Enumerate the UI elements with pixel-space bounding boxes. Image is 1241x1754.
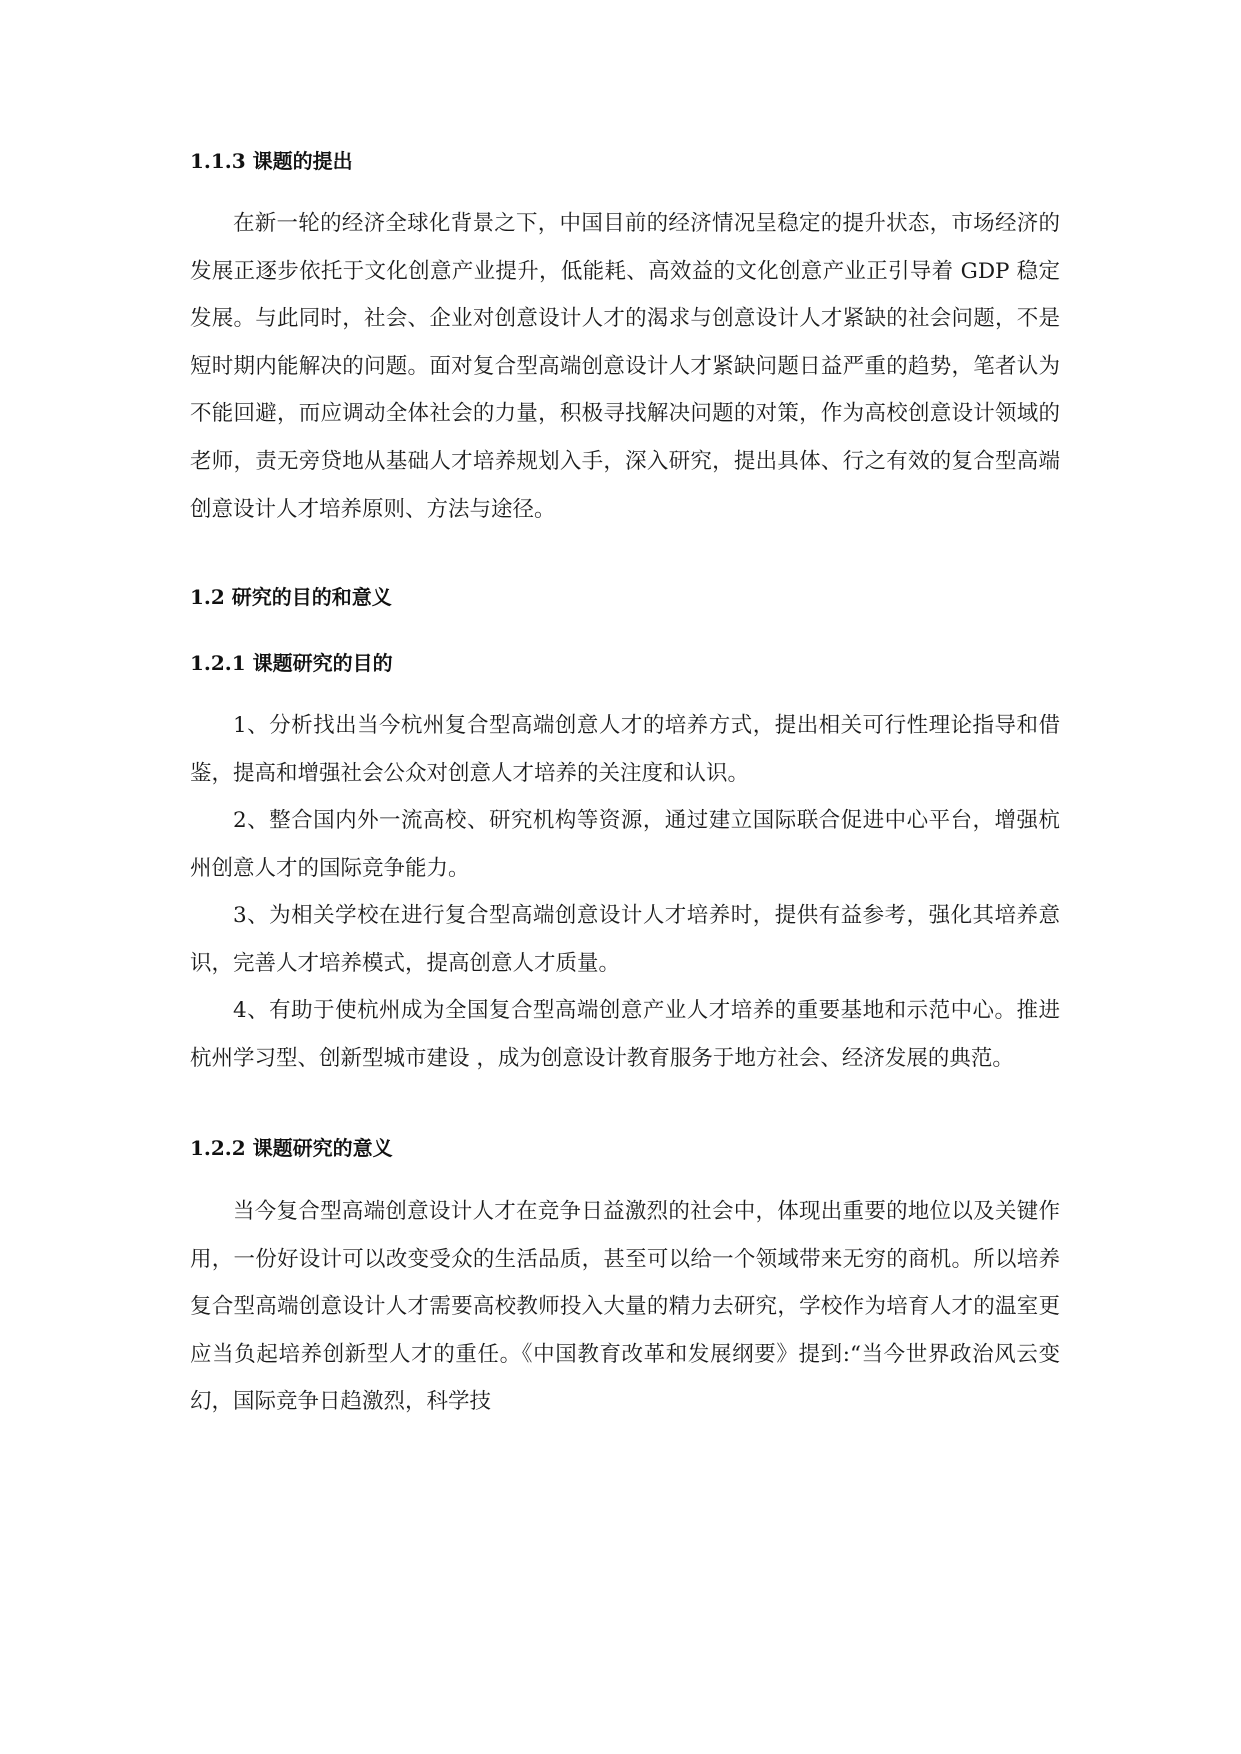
list-item-purpose-3: 3、为相关学校在进行复合型高端创意设计人才培养时，提供有益参考，强化其培养意识，完善人才培养模式，提高创意人才质量。 xyxy=(190,903,1060,976)
paragraph-1-1-3: 在新一轮的经济全球化背景之下，中国目前的经济情况呈稳定的提升状态，市场经济的发展正逐步依托于文化创意产业提升，低能耗、高效益的文化创意产业正引导着 GDP 稳定发展。与此同时，社会、企业对创意设计人才的渴求与创意设计人才紧缺的社会问题，不是短时期内能解决的问题。面对复合型高端创意设计人才紧缺问题日益严重的趋势，笔者认为不能回避，而应调动全体社会的力量，积极寻找解决问题的对策，作为高校创意设计领域的老师，责无旁贷地从基础人才培养规划入手，深入研究，提出具体、行之有效的复合型高端创意设计人才培养原则、方法与途径。 xyxy=(190,211,1060,522)
heading-1-2-1: 1.2.1 课题研究的目的 xyxy=(190,651,393,675)
list-item-purpose-4: 4、有助于使杭州成为全国复合型高端创意产业人才培养的重要基地和示范中心。推进杭州学习型、创新型城市建设 ，成为创意设计教育服务于地方社会、经济发展的典范。 xyxy=(190,998,1060,1071)
list-item-purpose-2: 2、整合国内外一流高校、研究机构等资源，通过建立国际联合促进中心平台，增强杭州创意人才的国际竞争能力。 xyxy=(190,808,1060,881)
heading-1-1-3: 1.1.3 课题的提出 xyxy=(190,149,353,173)
list-item-purpose-1: 1、分析找出当今杭州复合型高端创意人才的培养方式，提出相关可行性理论指导和借鉴，提高和增强社会公众对创意人才培养的关注度和认识。 xyxy=(190,713,1060,786)
paragraph-1-2-2: 当今复合型高端创意设计人才在竞争日益激烈的社会中，体现出重要的地位以及关键作用，一份好设计可以改变受众的生活品质，甚至可以给一个领域带来无穷的商机。所以培养复合型高端创意设计人才需要高校教师投入大量的精力去研究，学校作为培育人才的温室更应当负起培养创新型人才的重任。《中国教育改革和发展纲要》提到:“当今世界政治风云变幻，国际竞争日趋激烈，科学技 xyxy=(190,1199,1060,1415)
heading-1-2-2: 1.2.2 课题研究的意义 xyxy=(190,1136,393,1160)
heading-1-2: 1.2 研究的目的和意义 xyxy=(190,585,392,609)
